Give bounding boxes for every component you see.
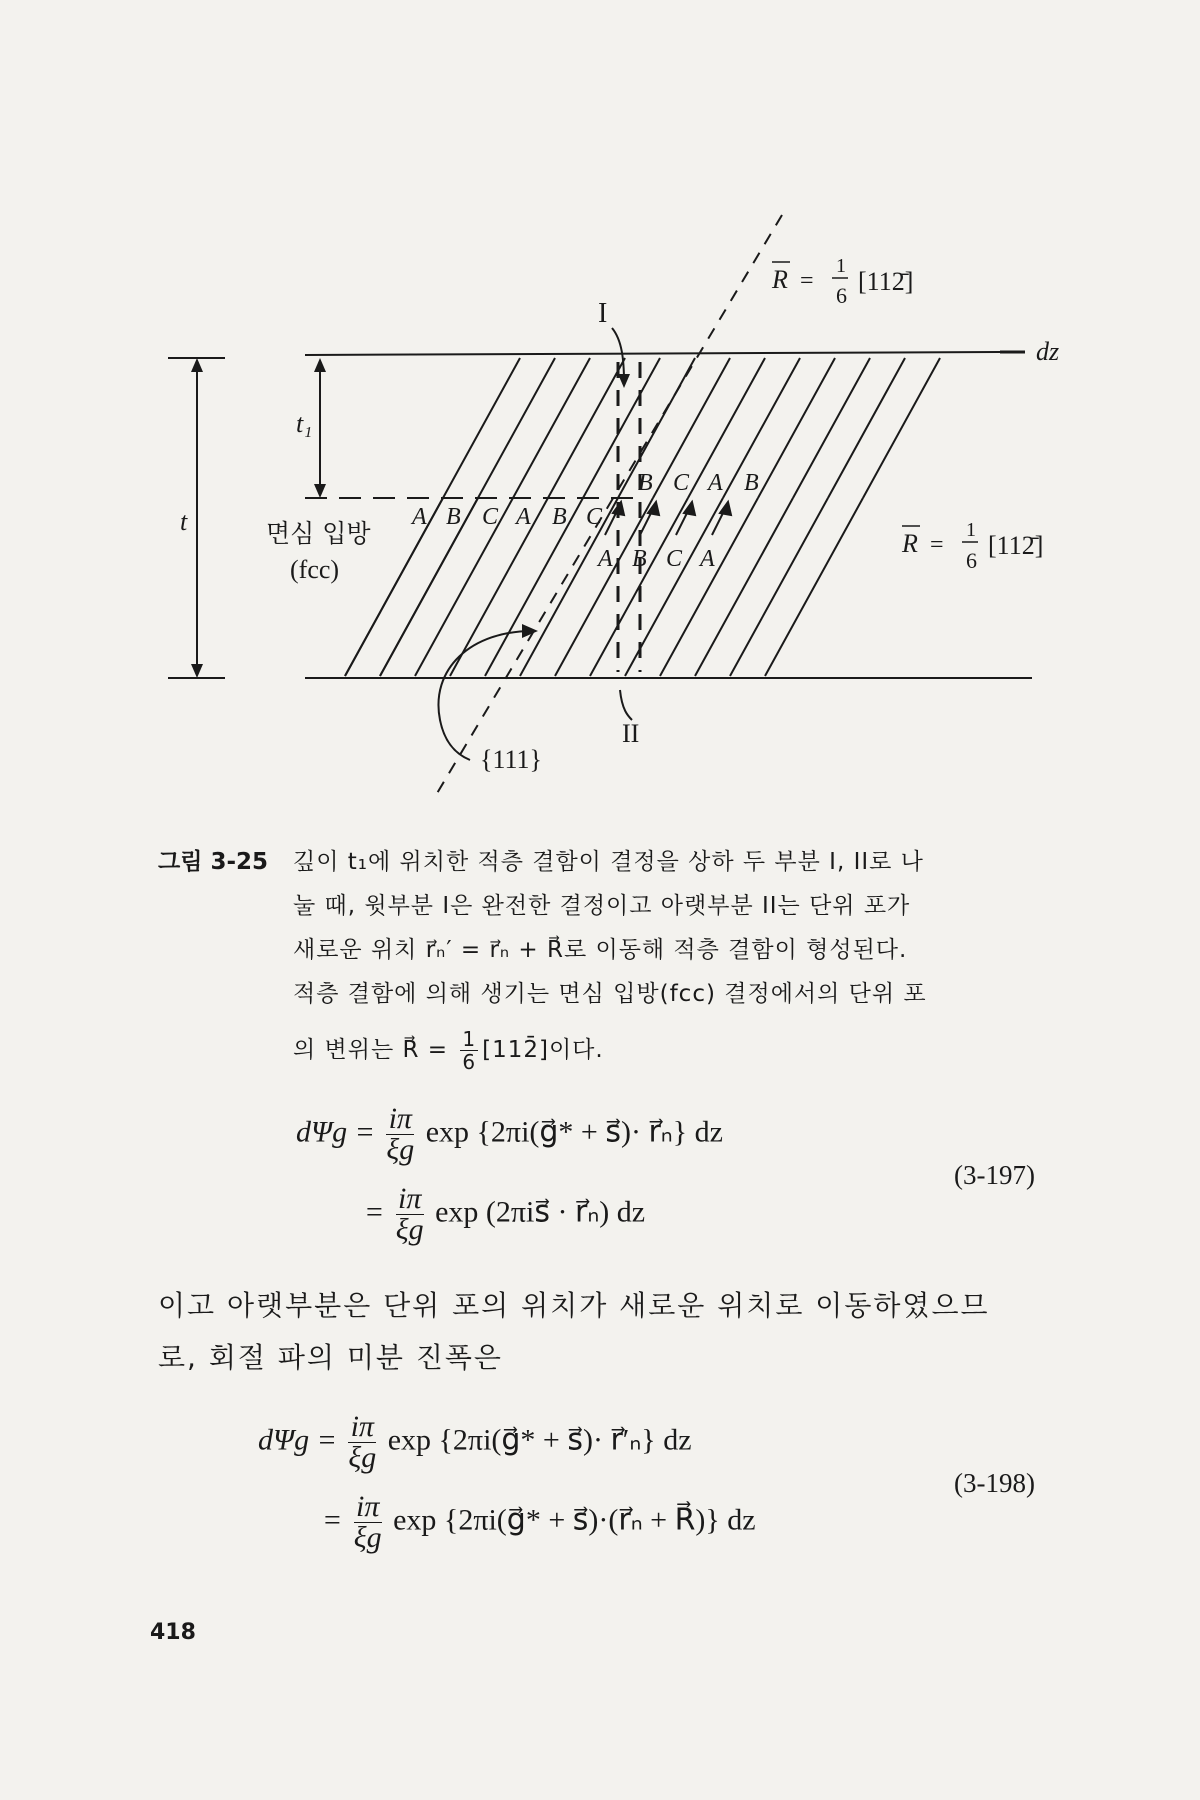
svg-text:=: =: [930, 532, 944, 558]
svg-text:[112̄]: [112̄]: [988, 531, 1044, 560]
stack-left-0: A: [412, 504, 427, 530]
plane-line-upper: [723, 358, 800, 498]
plane-line-upper: [758, 358, 835, 498]
body-paragraph: [158, 1280, 1058, 1384]
stack-lower-1: B: [632, 546, 647, 572]
caption-line-5: 의 변위는 R⃗ = $\frac{1}{6}$ [112̄]이다.: [293, 1027, 604, 1074]
label-t: t: [180, 507, 188, 536]
caption-line-4: 적층 결함에 의해 생기는 면심 입방(fcc) 결정에서의 단위 포: [293, 981, 927, 1007]
stack-lower-3: A: [700, 546, 715, 572]
stack-lower-2: C: [666, 546, 683, 572]
label-fcc-korean: 면심 입방: [266, 519, 371, 548]
equation-3-198-line-1: dΨg = $\frac{i\pi}{\xi g}$ exp {2πi(g⃗* + s⃗)· r⃗′ₙ} dz: [258, 1410, 692, 1474]
stack-upper-2: A: [708, 470, 723, 496]
plane-line-upper: [478, 358, 555, 498]
plane-line-upper: [828, 358, 905, 498]
stack-upper-0: B: [638, 470, 653, 496]
stack-left-3: A: [516, 504, 531, 530]
equation-number-3-197: (3-197): [954, 1160, 1035, 1190]
label-fcc: (fcc): [290, 555, 340, 584]
displacement-arrowhead: [720, 502, 731, 515]
caption-line-2: 눌 때, 윗부분 I은 완전한 결정이고 아랫부분 II는 단위 포가: [293, 893, 911, 919]
plane-line-upper: [443, 358, 520, 498]
stack-upper-1: C: [673, 470, 690, 496]
caption-line-3: 새로운 위치 r⃗ₙ′ = r⃗ₙ + R⃗로 이동해 적층 결함이 형성된다.: [293, 937, 908, 963]
stack-left-5: C: [586, 504, 603, 530]
paragraph-line-1: 이고 아랫부분은 단위 포의 위치가 새로운 위치로 이동하였으므: [158, 1289, 990, 1322]
svg-text:R: R: [772, 265, 788, 294]
plane-line-upper: [548, 358, 625, 498]
svg-text:6: 6: [836, 283, 847, 308]
svg-text:6: 6: [966, 548, 977, 573]
stack-upper-3: B: [744, 470, 759, 496]
svg-text:[112̄]: [112̄]: [858, 267, 914, 296]
label-I: I: [598, 298, 608, 329]
plane-line-upper: [793, 358, 870, 498]
label-dz: dz: [1036, 337, 1060, 366]
plane-line-upper: [863, 358, 940, 498]
caption-label: 그림 3-25: [158, 849, 268, 875]
plane-line-upper: [513, 358, 590, 498]
stacking-fault-figure: [0, 0, 1200, 820]
stack-lower-0: A: [598, 546, 613, 572]
page-number: 418: [150, 1620, 196, 1645]
top-surface-line: [305, 352, 1000, 355]
fcc-111-planes: [345, 358, 940, 676]
svg-text:=: =: [800, 268, 814, 294]
caption-line-1: 깊이 t₁에 위치한 적층 결함이 결정을 상하 두 부분 I, II로 나: [293, 849, 924, 875]
paragraph-line-2: 로, 회절 파의 미분 진폭은: [158, 1341, 503, 1374]
svg-text:1: 1: [966, 519, 976, 541]
stack-left-1: B: [446, 504, 461, 530]
svg-text:1: 1: [836, 255, 846, 277]
stack-left-4: B: [552, 504, 567, 530]
label-t1: t₁: [296, 409, 313, 438]
stack-left-2: C: [482, 504, 499, 530]
equation-3-197-line-1: dΨg = $\frac{i\pi}{\xi g}$ exp {2πi(g⃗* + s⃗)· r⃗ₙ} dz: [296, 1102, 723, 1166]
label-II: II: [622, 719, 640, 748]
equation-number-3-198: (3-198): [954, 1468, 1035, 1498]
equation-3-197-line-2: = $\frac{i\pi}{\xi g}$ exp (2πis⃗ · r⃗ₙ) dz: [364, 1182, 646, 1246]
svg-text:R: R: [902, 529, 918, 558]
displacement-vector-label-right: [901, 519, 1043, 573]
displacement-vector-label-top: [771, 255, 913, 308]
label-plane-111: {111}: [480, 745, 543, 774]
equation-3-198-line-2: = $\frac{i\pi}{\xi g}$ exp {2πi(g⃗* + s⃗)·(r⃗ₙ + R⃗)} dz: [322, 1490, 756, 1554]
curved-arrow: [438, 631, 535, 760]
